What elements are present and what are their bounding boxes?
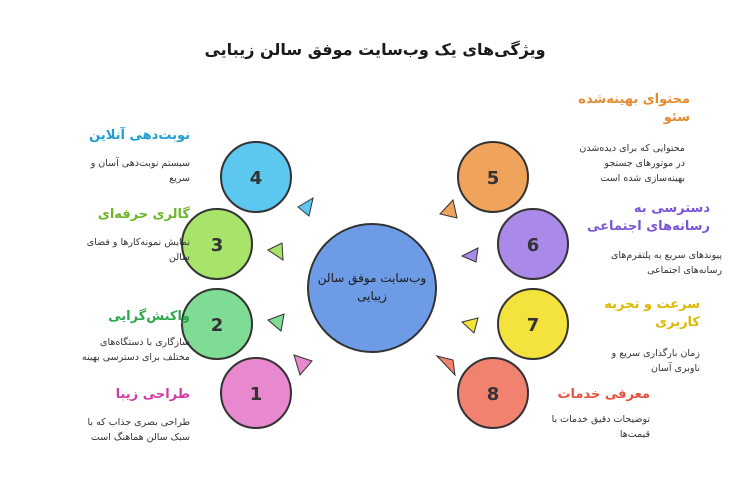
feature-2-desc-line2: مختلف برای دسترسی بهینه — [81, 352, 190, 363]
feature-6-title — [580, 200, 710, 236]
feature-8-desc — [530, 412, 650, 442]
center-label-line1: وب‌سایت موفق سالن — [317, 271, 427, 285]
feature-3-desc-line2: سالن — [169, 252, 190, 263]
feature-7-title-line1: سرعت و تجربه — [604, 297, 700, 312]
feature-5-desc-line2: در موتورهای جستجو — [604, 158, 685, 169]
feature-4-title: نوبت‌دهی آنلاین — [89, 128, 190, 143]
feature-5-arrowhead — [440, 200, 457, 218]
feature-2-number: 2 — [210, 315, 224, 336]
feature-8-number: 8 — [486, 384, 500, 405]
feature-2-arrowhead — [268, 314, 284, 331]
feature-6-title-line2: رسانه‌های اجتماعی — [586, 219, 710, 234]
feature-6-desc-line2: رسانه‌های اجتماعی — [647, 265, 722, 276]
feature-7-number: 7 — [526, 315, 540, 336]
feature-5-title-line1: محتوای بهینه‌شده — [578, 92, 690, 107]
feature-5-title — [560, 91, 690, 127]
feature-7-title — [580, 296, 700, 332]
feature-7-arrowhead — [462, 318, 478, 333]
feature-5-number: 5 — [486, 168, 500, 189]
center-circle — [308, 224, 436, 352]
feature-2-title: واکنش‌گرایی — [108, 309, 190, 324]
feature-1-arrowhead — [294, 355, 312, 375]
feature-4-desc-line2: سریع — [169, 173, 190, 184]
feature-6-number: 6 — [526, 235, 540, 256]
feature-4-number: 4 — [249, 168, 263, 189]
feature-7-desc-line1: زمان بارگذاری سریع و — [611, 348, 700, 359]
feature-8-desc-line1: توضیحات دقیق خدمات با — [551, 414, 650, 425]
feature-6-title-line1: دسترسی به — [633, 201, 710, 216]
feature-1-desc — [40, 415, 190, 445]
feature-5-title-line2: سئو — [663, 110, 690, 125]
feature-6-desc — [572, 248, 722, 278]
feature-5-desc — [545, 141, 685, 186]
feature-8-title: معرفی خدمات — [557, 387, 650, 402]
feature-2-desc-line1: سازگاری با دستگاه‌های — [100, 337, 190, 348]
feature-7-title-line2: کاربری — [655, 315, 700, 330]
feature-5-desc-line1: محتوایی که برای دیده‌شدن — [579, 143, 685, 154]
feature-4-arrowhead — [298, 198, 313, 216]
feature-1-desc-line1: طراحی بصری جذاب که با — [87, 417, 190, 428]
feature-4-desc — [40, 156, 190, 186]
feature-1-number: 1 — [249, 384, 263, 405]
feature-3-arrowhead — [268, 243, 283, 260]
feature-1-desc-line2: سبک سالن هماهنگ است — [90, 432, 190, 443]
center-label-line2: زیبایی — [357, 289, 387, 303]
feature-1-title: طراحی زیبا — [115, 387, 190, 402]
feature-3-number: 3 — [210, 235, 224, 256]
diagram-title: ویژگی‌های یک وب‌سایت موفق سالن زیبایی — [204, 40, 546, 59]
feature-3-desc-line1: نمایش نمونه‌کارها و فضای — [86, 237, 190, 248]
feature-3-title: گالری حرفه‌ای — [97, 207, 190, 222]
feature-8-arrowhead — [437, 356, 455, 375]
feature-3-desc — [40, 235, 190, 265]
feature-7-desc-line2: ناوبری آسان — [651, 363, 700, 374]
feature-5-desc-line3: بهینه‌سازی شده است — [600, 173, 685, 184]
feature-4-desc-line1: سیستم نوبت‌دهی آسان و — [90, 158, 190, 169]
feature-7-desc — [585, 346, 700, 376]
feature-2-desc — [30, 335, 190, 365]
feature-6-arrowhead — [462, 248, 478, 262]
feature-6-desc-line1: پیوندهای سریع به پلتفرم‌های — [610, 250, 722, 261]
feature-8-desc-line2: قیمت‌ها — [619, 429, 650, 440]
